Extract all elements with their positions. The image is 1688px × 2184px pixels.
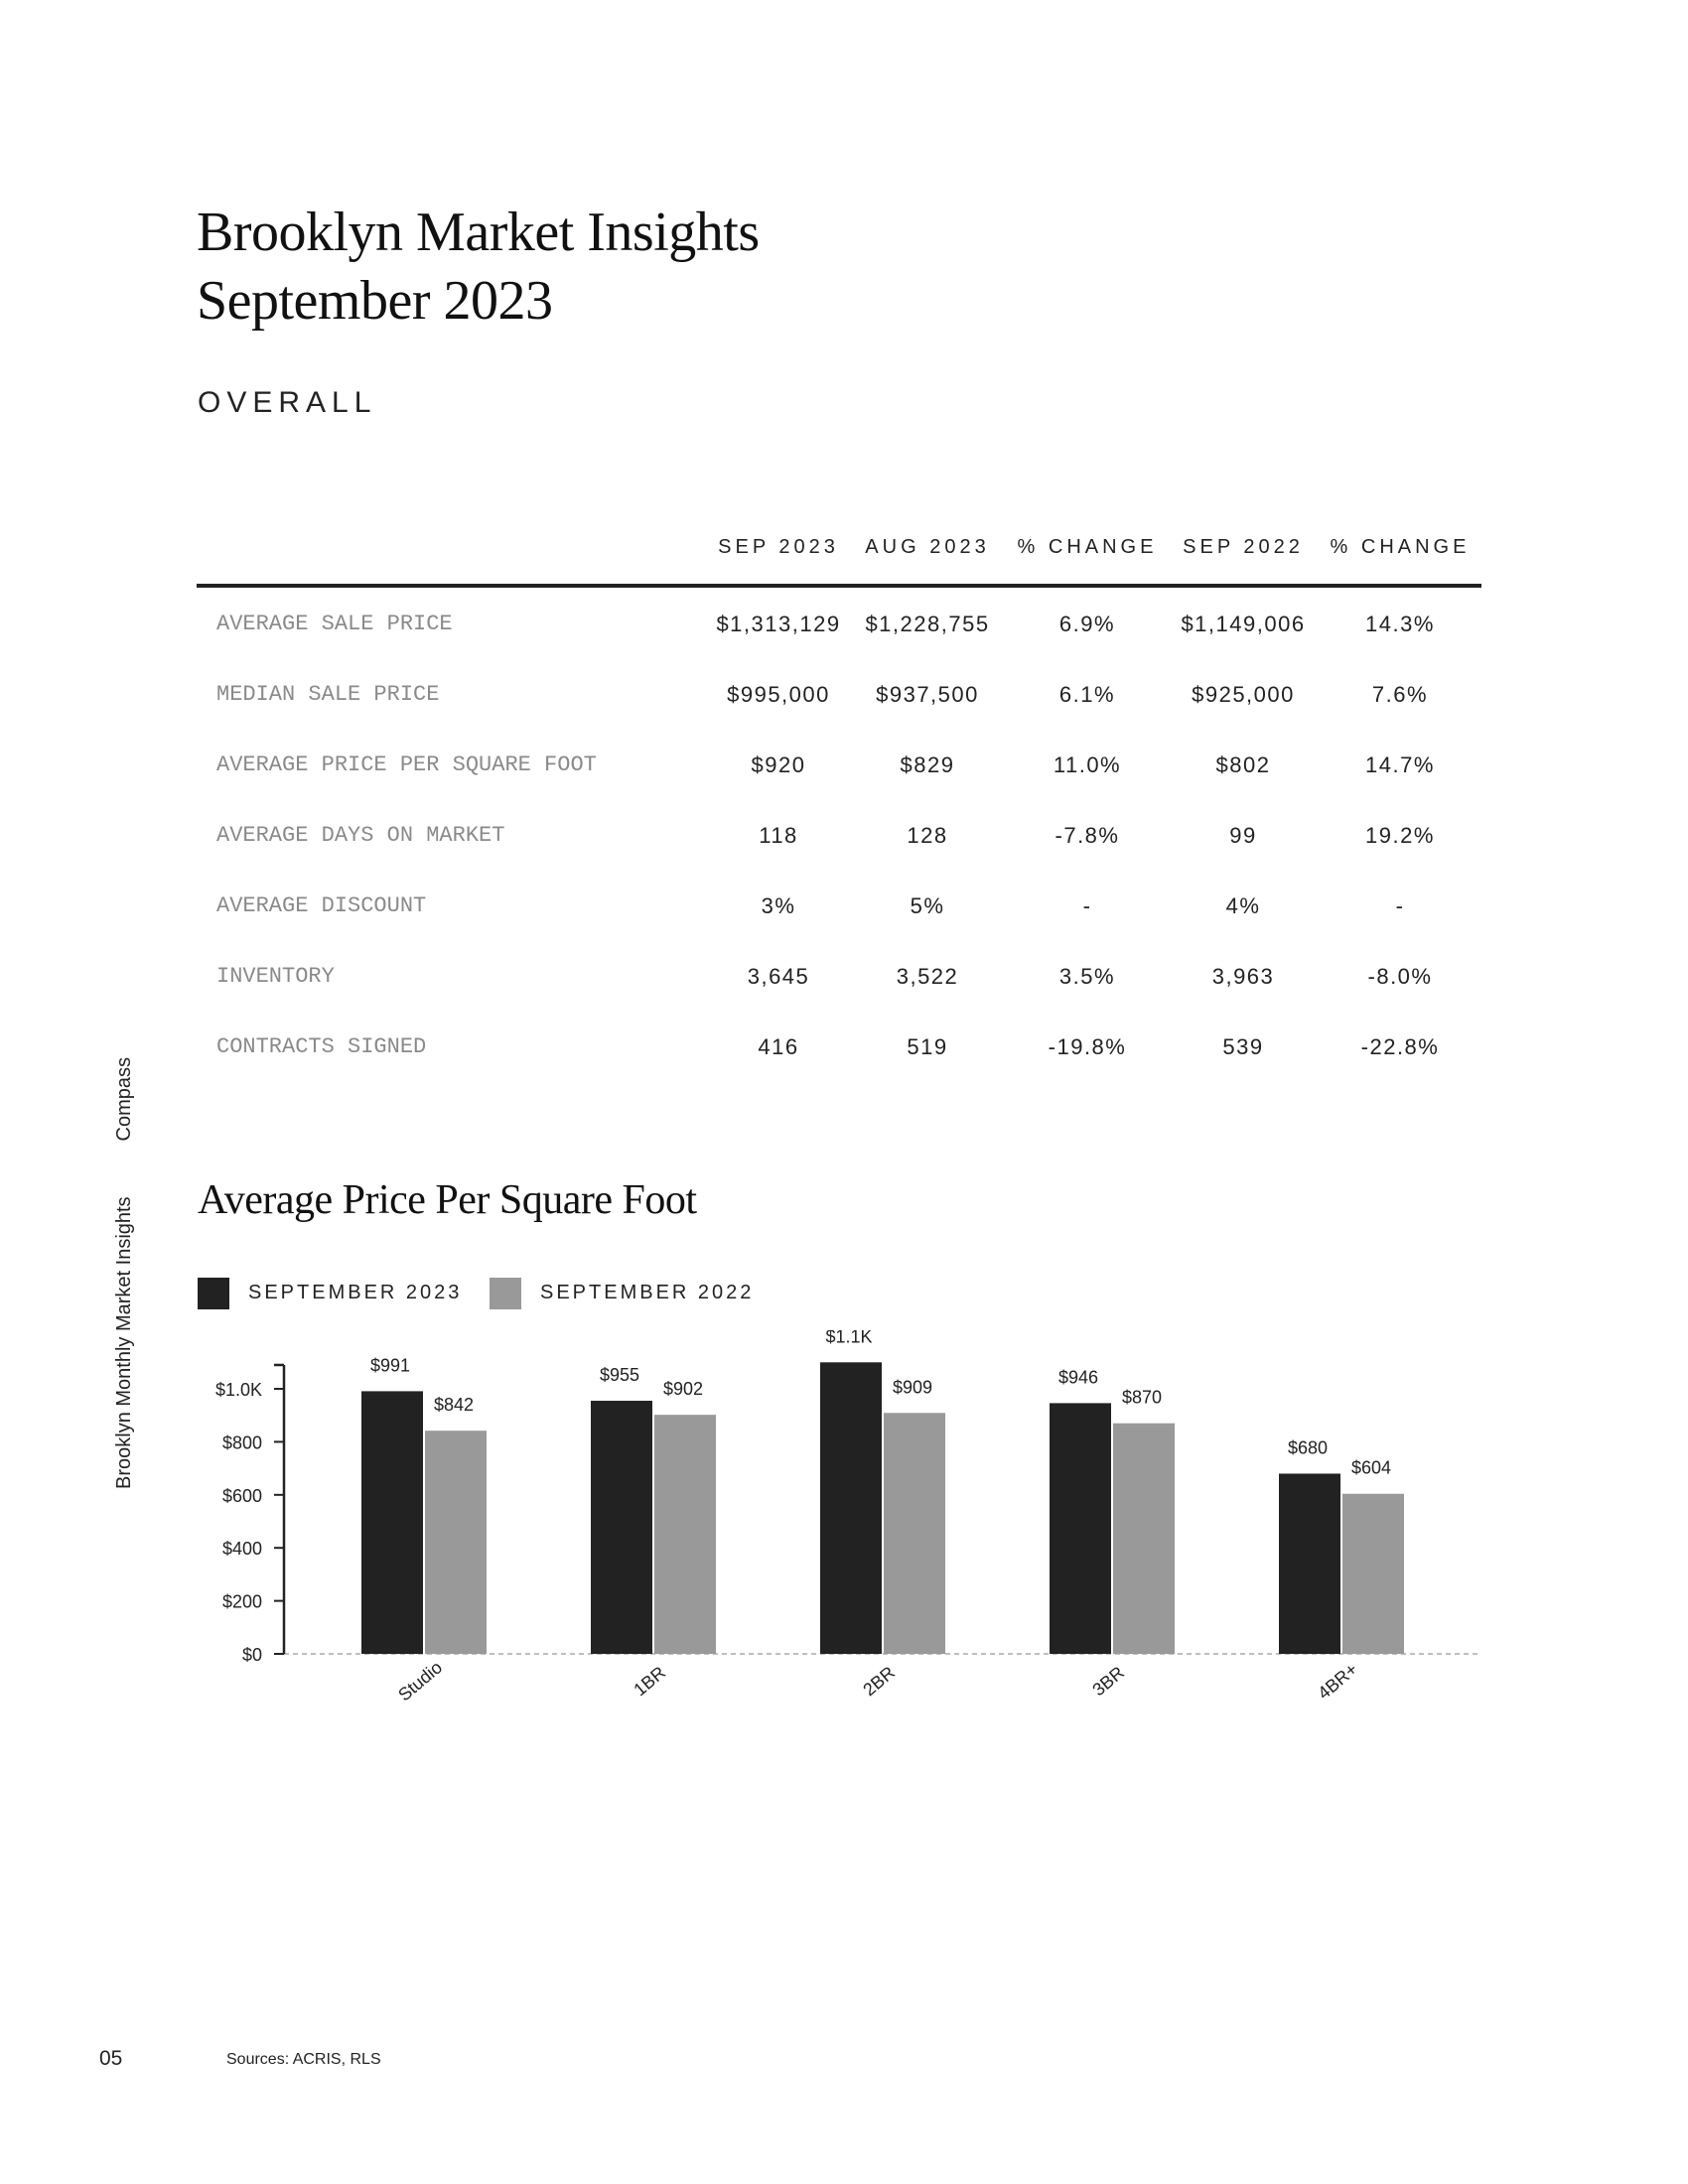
bar-sep-2022 xyxy=(884,1413,945,1654)
table-cell: 14.7% xyxy=(1365,752,1435,777)
bar-value-label: $909 xyxy=(892,1377,933,1398)
bar-value-label: $604 xyxy=(1350,1457,1392,1478)
table-cell: $829 xyxy=(900,752,955,777)
report-title-line-2: September 2023 xyxy=(197,270,553,332)
legend-label: SEPTEMBER 2022 xyxy=(540,1282,755,1303)
table-cell: 118 xyxy=(759,823,798,848)
y-tick-label: $800 xyxy=(221,1433,262,1453)
bar-sep-2023 xyxy=(1279,1473,1340,1654)
table-cell: 3% xyxy=(761,893,796,918)
table-row xyxy=(0,612,1688,651)
row-label: CONTRACTS SIGNED xyxy=(216,1034,427,1059)
report-title xyxy=(197,199,760,336)
row-label: AVERAGE SALE PRICE xyxy=(216,612,453,636)
legend-label: SEPTEMBER 2023 xyxy=(248,1282,463,1303)
table-row xyxy=(0,823,1688,863)
x-category-label: 1BR xyxy=(630,1662,669,1701)
table-cell: 5% xyxy=(910,893,945,918)
column-header: SEP 2023 xyxy=(718,536,839,558)
bar-value-label: $902 xyxy=(662,1379,704,1400)
table-cell: 3,645 xyxy=(747,964,810,989)
table-cell: 416 xyxy=(758,1034,799,1059)
table-cell: -8.0% xyxy=(1367,964,1433,989)
row-label: AVERAGE PRICE PER SQUARE FOOT xyxy=(216,752,597,777)
table-row xyxy=(0,682,1688,722)
section-heading: OVERALL xyxy=(198,386,377,419)
table-cell: $1,313,129 xyxy=(716,612,841,636)
table-cell: 7.6% xyxy=(1371,682,1429,707)
report-title-line-1: Brooklyn Market Insights xyxy=(197,202,760,263)
bar-sep-2023 xyxy=(1050,1403,1111,1654)
bar-value-label: $946 xyxy=(1057,1367,1099,1388)
y-tick-label: $200 xyxy=(221,1591,262,1612)
column-header: % CHANGE xyxy=(1017,536,1158,558)
bar-sep-2023 xyxy=(591,1401,652,1654)
table-cell: 6.1% xyxy=(1058,682,1116,707)
table-cell: 128 xyxy=(907,823,948,848)
bar-sep-2023 xyxy=(361,1391,423,1654)
table-cell: $925,000 xyxy=(1192,682,1295,707)
side-report-title: Brooklyn Monthly Market Insights xyxy=(113,1196,135,1489)
table-cell: $1,149,006 xyxy=(1181,612,1306,636)
table-cell: -19.8% xyxy=(1048,1034,1127,1059)
table-row xyxy=(0,964,1688,1004)
bar-value-label: $991 xyxy=(369,1355,411,1376)
table-cell: 3,963 xyxy=(1211,964,1275,989)
bar-sep-2023 xyxy=(820,1362,882,1654)
page-number: 05 xyxy=(99,2047,123,2070)
table-header-rule xyxy=(197,584,1481,588)
table-cell: 11.0% xyxy=(1053,752,1122,777)
table-cell: 539 xyxy=(1222,1034,1264,1059)
table-cell: $995,000 xyxy=(727,682,830,707)
table-row xyxy=(0,893,1688,933)
table-cell: - xyxy=(1395,893,1405,918)
bar-sep-2022 xyxy=(1113,1424,1175,1654)
row-label: MEDIAN SALE PRICE xyxy=(216,682,440,707)
table-cell: 4% xyxy=(1225,893,1261,918)
row-label: AVERAGE DAYS ON MARKET xyxy=(216,823,505,848)
bar-value-label: $955 xyxy=(599,1365,640,1386)
bar-value-label: $680 xyxy=(1287,1437,1329,1458)
table-cell: $802 xyxy=(1215,752,1271,777)
bar-value-label: $842 xyxy=(433,1395,475,1416)
table-cell: $937,500 xyxy=(876,682,979,707)
table-cell: -7.8% xyxy=(1055,823,1120,848)
column-header: SEP 2022 xyxy=(1183,536,1304,558)
bar-sep-2022 xyxy=(1342,1494,1404,1654)
row-label: INVENTORY xyxy=(216,964,335,989)
table-cell: 6.9% xyxy=(1058,612,1116,636)
x-category-label: Studio xyxy=(394,1657,447,1706)
row-label: AVERAGE DISCOUNT xyxy=(216,893,427,918)
y-tick-label: $1.0K xyxy=(214,1380,262,1400)
chart-title: Average Price Per Square Foot xyxy=(198,1177,697,1223)
bar-sep-2022 xyxy=(425,1431,487,1654)
bar-sep-2022 xyxy=(654,1415,716,1654)
table-cell: 3,522 xyxy=(896,964,959,989)
table-row xyxy=(0,752,1688,792)
table-row xyxy=(0,1034,1688,1074)
x-category-label: 3BR xyxy=(1088,1662,1128,1701)
table-cell: 99 xyxy=(1229,823,1257,848)
bar-value-label: $870 xyxy=(1121,1387,1163,1408)
y-tick-label: $400 xyxy=(221,1539,262,1560)
table-cell: $1,228,755 xyxy=(865,612,990,636)
table-cell: $920 xyxy=(751,752,806,777)
legend-swatch xyxy=(490,1278,521,1309)
table-header xyxy=(0,536,1688,576)
table-cell: 14.3% xyxy=(1365,612,1435,636)
column-header: AUG 2023 xyxy=(865,536,990,558)
y-tick-label: $600 xyxy=(221,1485,262,1506)
table-cell: 519 xyxy=(907,1034,948,1059)
legend-swatch xyxy=(198,1278,229,1309)
bar-value-label: $1.1K xyxy=(825,1330,873,1347)
column-header: % CHANGE xyxy=(1330,536,1471,558)
table-cell: 19.2% xyxy=(1365,823,1435,848)
y-tick-label: $0 xyxy=(241,1645,262,1665)
table-cell: 3.5% xyxy=(1058,964,1116,989)
table-cell: -22.8% xyxy=(1360,1034,1440,1059)
price-per-sqft-bar-chart xyxy=(0,1330,1688,1747)
side-brand: Compass xyxy=(113,1056,135,1142)
x-category-label: 4BR+ xyxy=(1314,1659,1362,1704)
table-cell: - xyxy=(1082,893,1092,918)
sources-note: Sources: ACRIS, RLS xyxy=(226,2051,381,2068)
x-category-label: 2BR xyxy=(859,1662,899,1701)
